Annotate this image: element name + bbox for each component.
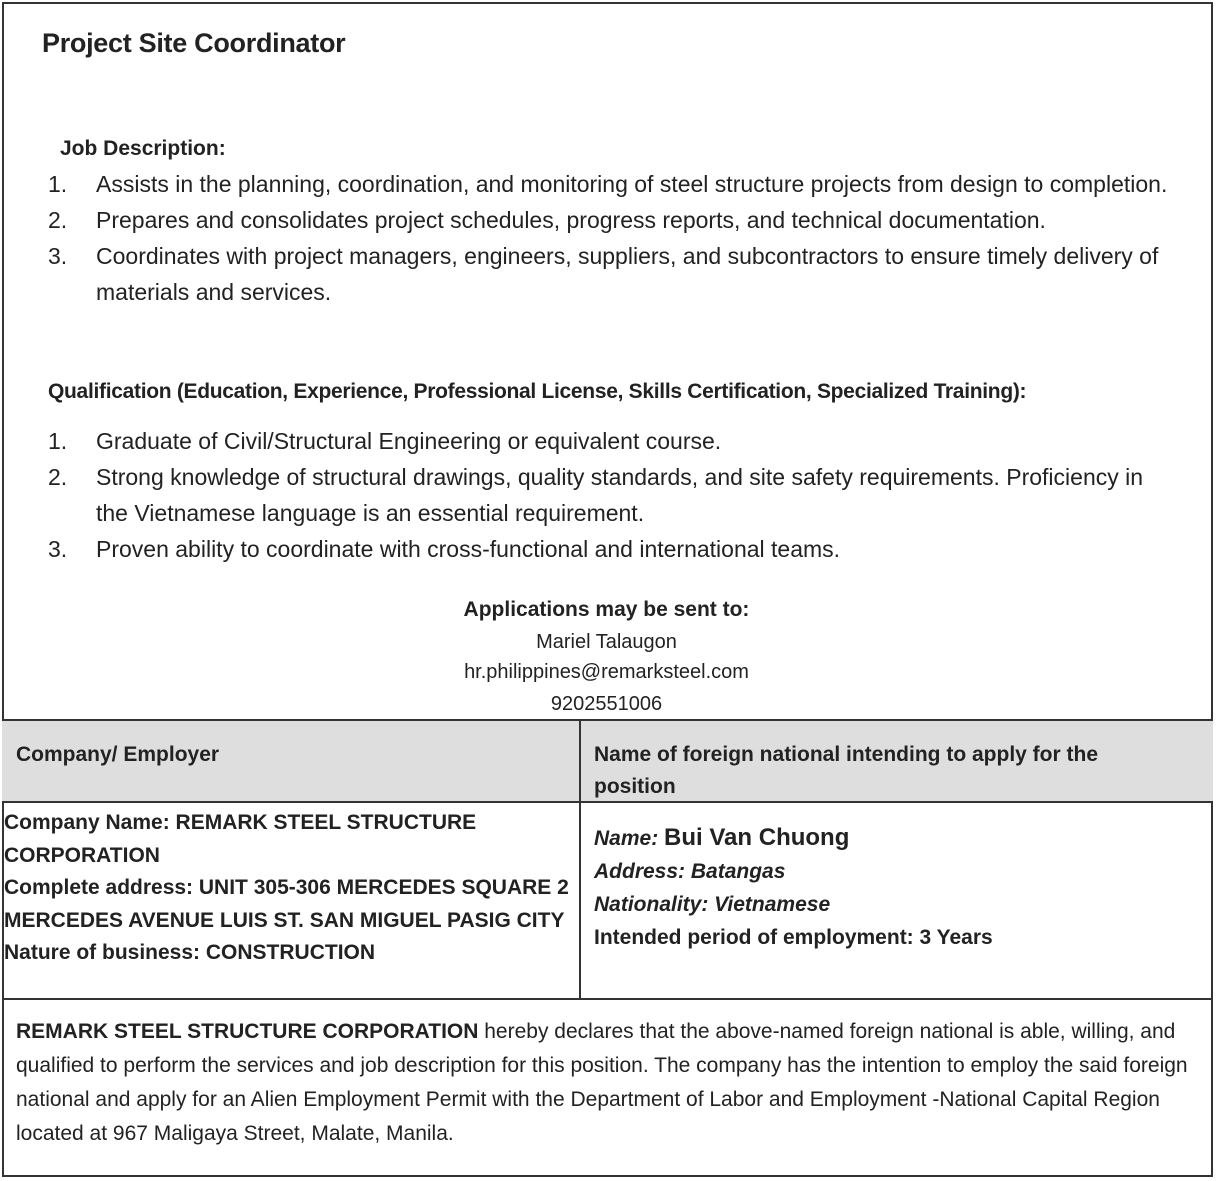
declaration-company: REMARK STEEL STRUCTURE CORPORATION — [16, 1020, 479, 1043]
contact-name: Mariel Talaugon — [536, 631, 677, 653]
list-text: Graduate of Civil/Structural Engineering or equivalent course. — [96, 428, 722, 454]
declaration-text: hereby declares that the above-named foreign national is able, willing, and qualified to perform the services and job description for this position. The company has the intention to employ the said foreign national and apply for an Alien Employment Permit with the Department of Labor and Employment -National Capital Region located at 967 Maligaya Street, Malate, Manila. — [16, 1020, 1188, 1145]
list-number: 1. — [48, 171, 68, 197]
list-text: Assists in the planning, coordination, and monitoring of steel structure projects from design to completion. — [96, 171, 1168, 197]
list-number: 3. — [48, 536, 68, 562]
name-value: Bui Van Chuong — [664, 824, 850, 851]
list-text: Proven ability to coordinate with cross-functional and international teams. — [96, 536, 841, 562]
list-item — [48, 531, 1198, 567]
national-nationality: Nationality: Vietnamese — [594, 893, 831, 916]
declaration-paragraph — [16, 1015, 1206, 1151]
list-item — [48, 202, 1198, 238]
list-text: Strong knowledge of structural drawings, quality standards, and site safety requirements. Proficiency in the Vietnamese language is an essential requirement. — [96, 464, 1144, 526]
page-title: Project Site Coordinator — [42, 28, 346, 58]
contact-email[interactable]: hr.philippines@remarksteel.com — [464, 661, 749, 683]
national-address: Address: Batangas — [594, 860, 786, 883]
list-item — [48, 166, 1198, 202]
company-employer-header: Company/ Employer — [16, 743, 220, 766]
employer-table — [2, 719, 1213, 1000]
job-description-list — [48, 166, 1198, 310]
foreign-national-header: Name of foreign national intending to apply for the position — [594, 743, 1098, 798]
list-number: 3. — [48, 243, 68, 269]
qualification-heading: Qualification (Education, Experience, Professional License, Skills Certification, Specialized Training): — [48, 380, 1027, 403]
list-item — [48, 459, 1198, 531]
nature-of-business: Nature of business: CONSTRUCTION — [4, 941, 376, 964]
contact-phone: 9202551006 — [550, 693, 663, 715]
national-name — [594, 821, 1194, 855]
list-item — [48, 423, 1198, 459]
list-number: 2. — [48, 464, 68, 490]
list-number: 1. — [48, 428, 68, 454]
applications-heading: Applications may be sent to: — [463, 598, 750, 621]
foreign-national-cell — [594, 821, 1194, 954]
list-item — [48, 238, 1198, 310]
job-description-heading: Job Description: — [60, 137, 226, 160]
company-name: Company Name: REMARK STEEL STRUCTURE CORPORATION — [4, 811, 477, 867]
name-label: Name: — [594, 827, 659, 850]
list-number: 2. — [48, 207, 68, 233]
list-text: Coordinates with project managers, engineers, suppliers, and subcontractors to ensure timely delivery of materials and services. — [96, 243, 1159, 305]
column-divider — [579, 721, 581, 998]
company-address: Complete address: UNIT 305-306 MERCEDES SQUARE 2 MERCEDES AVENUE LUIS ST. SAN MIGUEL PASIG CITY — [4, 876, 569, 932]
employment-period: Intended period of employment: 3 Years — [594, 926, 993, 949]
company-details-cell — [4, 807, 576, 970]
list-text: Prepares and consolidates project schedules, progress reports, and technical documentation. — [96, 207, 1046, 233]
qualification-list — [48, 423, 1198, 567]
